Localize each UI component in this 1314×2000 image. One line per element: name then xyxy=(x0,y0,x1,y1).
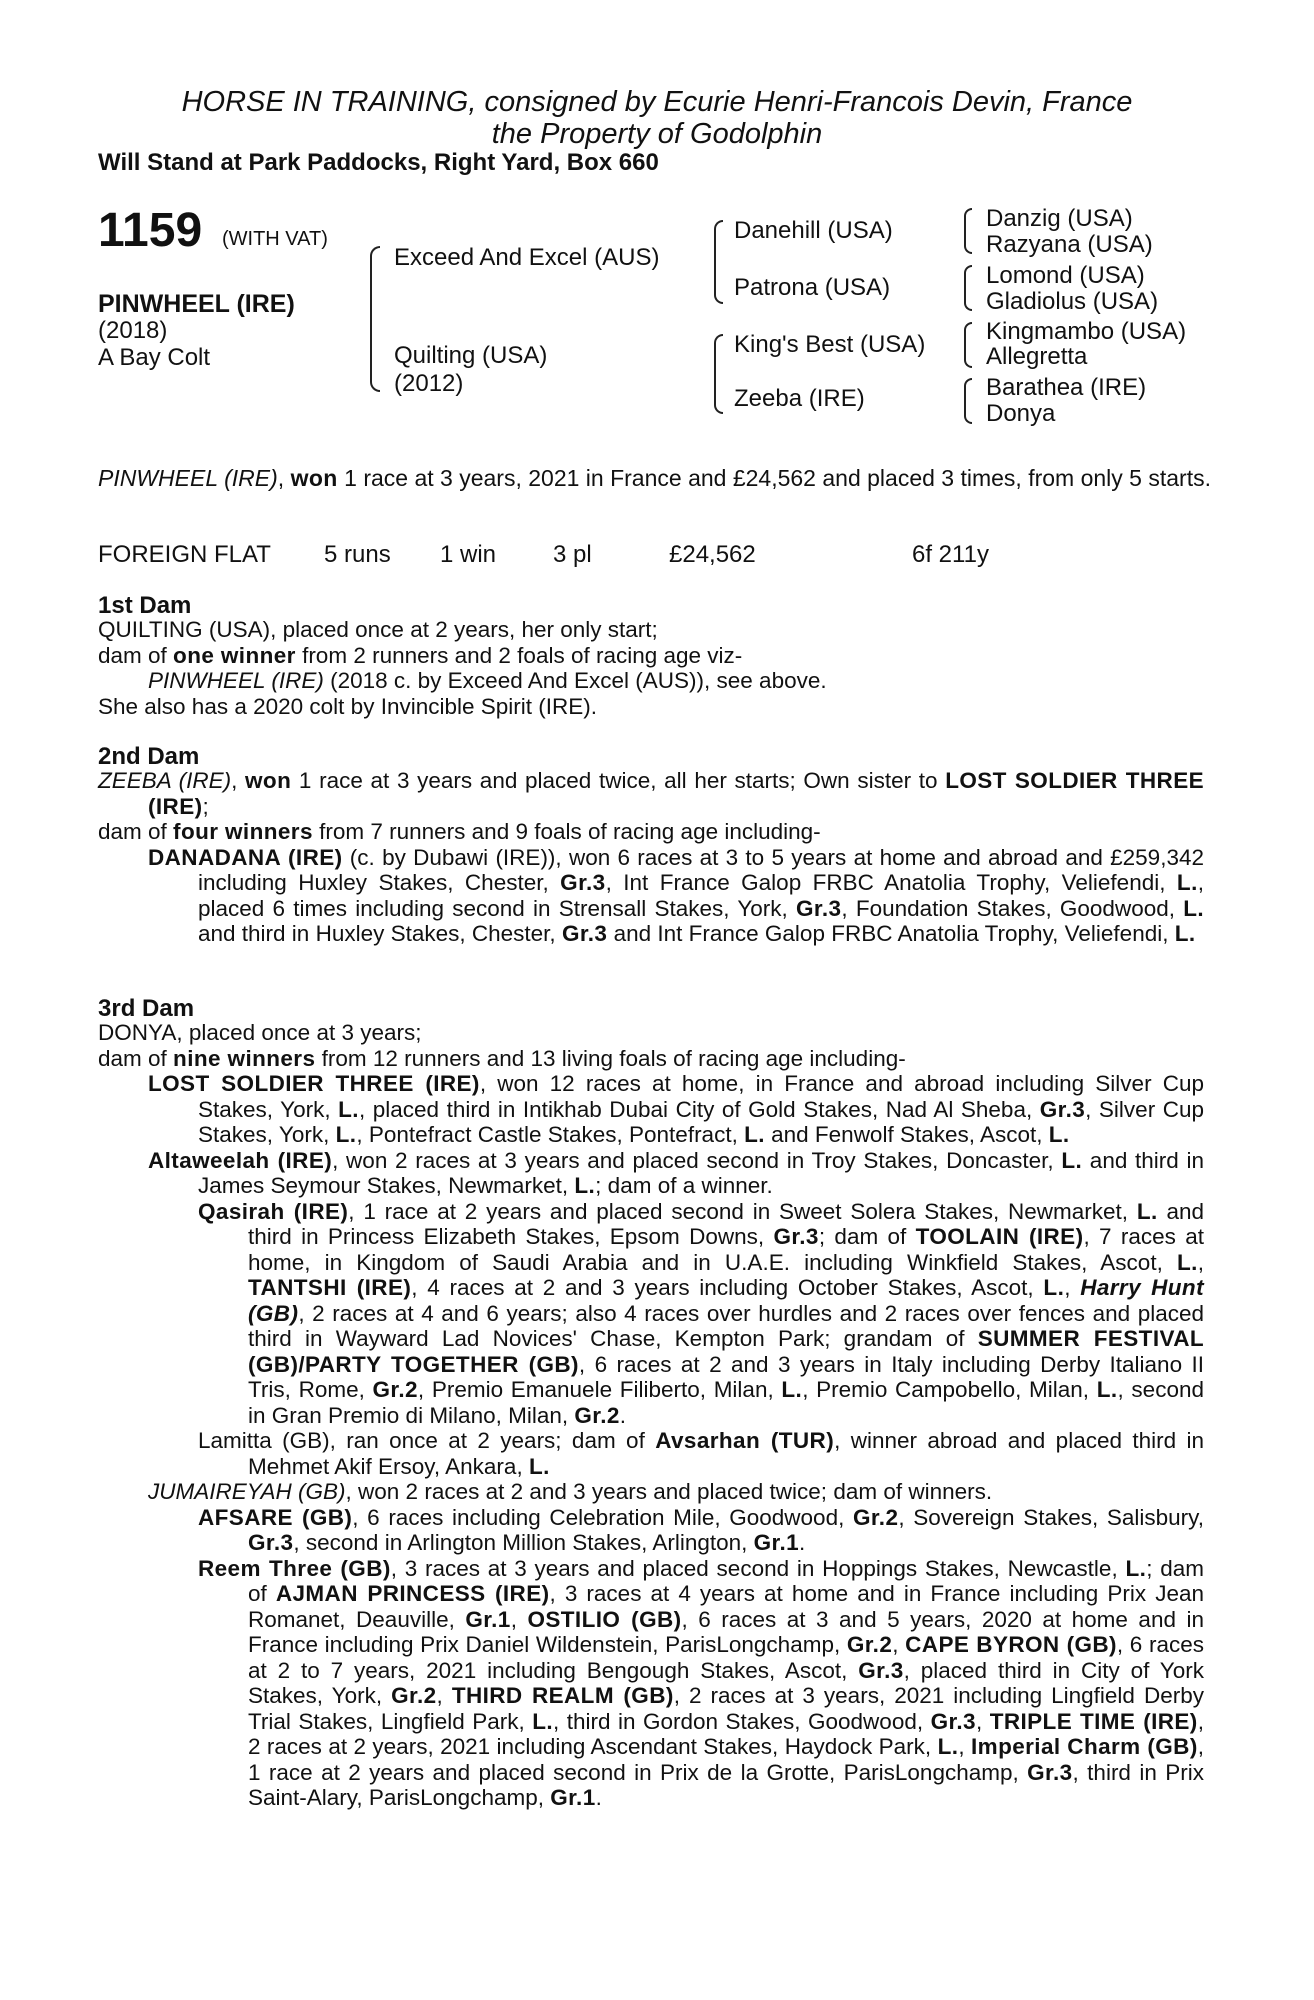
horse-name: PINWHEEL (IRE) xyxy=(98,290,295,318)
vat-note: (WITH VAT) xyxy=(222,228,328,250)
form-placed: 3 pl xyxy=(553,541,592,568)
second-dam-para2: dam of four winners from 7 runners and 9 foals of racing age including- xyxy=(98,819,821,844)
pedigree-ddd: Donya xyxy=(986,400,1056,427)
second-dam-danadana: DANADANA (IRE) (c. by Dubawi (IRE)), won 6 races at 3 to 5 years at home and abroad and £259,342 including Huxley Stakes, Chester, Gr.3, Int France Galop FRBC Anatolia Trophy, Veliefendi, L., placed 6 times including second in Strensall Stakes, York, Gr.3, Foundation Stakes, Goodwood, L. and third in Huxley Stakes, Chester, Gr.3 and Int France Galop FRBC Anatolia Trophy, Veliefendi, L. xyxy=(148,844,1204,946)
form-label: FOREIGN FLAT xyxy=(98,541,271,568)
lot-number: 1159 xyxy=(98,204,203,257)
third-dam-afsare: AFSARE (GB), 6 races including Celebration Mile, Goodwood, Gr.2, Sovereign Stakes, Salisbury, Gr.3, second in Arlington Million Stakes, Arlington, Gr.1. xyxy=(198,1504,1204,1555)
pedigree-dss: Kingmambo (USA) xyxy=(986,318,1187,345)
pedigree-brace-4 xyxy=(964,378,972,424)
pedigree-ssd: Razyana (USA) xyxy=(986,231,1153,258)
third-dam-section xyxy=(98,1020,1204,1811)
pedigree-dam-dam: Zeeba (IRE) xyxy=(734,385,865,412)
summary-text: 1 race at 3 years, 2021 in France and £24,562 and placed 3 times, from only 5 starts. xyxy=(344,465,1211,491)
third-dam-altaweelah: Altaweelah (IRE), won 2 races at 3 years and placed second in Troy Stakes, Doncaster, L. and third in James Seymour Stakes, Newmarket, L.; dam of a winner. xyxy=(148,1147,1205,1198)
third-dam-lost-soldier: LOST SOLDIER THREE (IRE), won 12 races at home, in France and abroad including Silver Cup Stakes, York, L., placed third in Intikhab Dubai City of Gold Stakes, Nad Al Sheba, Gr.3, Silver Cup Stakes, York, L., Pontefract Castle Stakes, Pontefract, L. and Fenwolf Stakes, Ascot, L. xyxy=(148,1071,1204,1147)
pedigree-sdd: Gladiolus (USA) xyxy=(986,288,1159,315)
third-dam-para2: dam of nine winners from 12 runners and 13 living foals of racing age including- xyxy=(98,1045,906,1071)
third-dam-jumaireyah: JUMAIREYAH (GB), won 2 races at 2 and 3 years and placed twice; dam of winners. xyxy=(148,1479,993,1504)
race-summary: PINWHEEL (IRE), won 1 race at 3 years, 2021 in France and £24,562 and placed 3 times, from only 5 starts. xyxy=(98,465,1211,491)
horse-year: (2018) xyxy=(98,317,168,344)
summary-won: won xyxy=(290,465,338,491)
horse-description: A Bay Colt xyxy=(98,344,211,371)
first-dam-line1: QUILTING (USA), placed once at 2 years, her only start; xyxy=(98,617,658,642)
pedigree-dam: Quilting (USA) xyxy=(394,342,548,369)
form-earnings: £24,562 xyxy=(669,541,756,568)
pedigree-sss: Danzig (USA) xyxy=(986,205,1133,232)
third-dam-lamitta: Lamitta (GB), ran once at 2 years; dam of Avsarhan (TUR), winner abroad and placed third in Mehmet Akif Ersoy, Ankara, L. xyxy=(198,1428,1204,1479)
first-dam-line2: dam of one winner from 2 runners and 2 foals of racing age viz- xyxy=(98,642,743,668)
pedigree-dsd: Allegretta xyxy=(986,343,1088,370)
second-dam-para1: ZEEBA (IRE), won 1 race at 3 years and placed twice, all her starts; Own sister to LOST SOLDIER THREE (IRE); xyxy=(98,768,1205,819)
first-dam-line4: She also has a 2020 colt by Invincible Spirit (IRE). xyxy=(98,693,597,719)
first-dam-section xyxy=(98,617,1204,719)
pedigree-dam-year: (2012) xyxy=(394,370,464,397)
pedigree-sds: Lomond (USA) xyxy=(986,262,1145,289)
pedigree-brace-gen1 xyxy=(370,246,380,392)
form-wins: 1 win xyxy=(440,541,497,568)
third-dam-qasirah: Qasirah (IRE), 1 race at 2 years and placed second in Sweet Solera Stakes, Newmarket, L. and third in Princess Elizabeth Stakes, Epsom Downs, Gr.3; dam of TOOLAIN (IRE), 7 races at home, in Kingdom of Saudi Arabia and in U.A.E. including Winkfield Stakes, Ascot, L., TANTSHI (IRE), 4 races at 2 and 3 years including October Stakes, Ascot, L., Harry Hunt (GB), 2 races at 4 and 6 years; also 4 races over hurdles and 2 races over fences and placed third in Wayward Lad Novices' Chase, Kempton Park; grandam of SUMMER FESTIVAL (GB)/PARTY TOGETHER (GB), 6 races at 2 and 3 years in Italy including Derby Italiano II Tris, Rome, Gr.2, Premio Emanuele Filiberto, Milan, L., Premio Campobello, Milan, L., second in Gran Premio di Milano, Milan, Gr.2. xyxy=(198,1198,1205,1428)
second-dam-section xyxy=(98,768,1204,947)
third-dam-para1: DONYA, placed once at 3 years; xyxy=(98,1020,422,1045)
pedigree-dam-sire: King's Best (USA) xyxy=(734,331,926,358)
pedigree-sire-dam: Patrona (USA) xyxy=(734,274,891,301)
pedigree-dds: Barathea (IRE) xyxy=(986,374,1147,401)
property-line: the Property of Godolphin xyxy=(491,118,823,150)
pedigree-brace-sire xyxy=(714,220,723,304)
consignor-line: HORSE IN TRAINING, consigned by Ecurie Henri-Francois Devin, France xyxy=(181,86,1133,118)
form-runs: 5 runs xyxy=(324,541,391,568)
pedigree-sire: Exceed And Excel (AUS) xyxy=(394,244,660,271)
third-dam-heading: 3rd Dam xyxy=(98,995,195,1022)
third-dam-reem-three: Reem Three (GB), 3 races at 3 years and placed second in Hoppings Stakes, Newcastle, L.; dam of AJMAN PRINCESS (IRE), 3 races at 4 years at home and in France including Prix Jean Romanet, Deauville, Gr.1, OSTILIO (GB), 6 races at 3 and 5 years, 2020 at home and in France including Prix Daniel Wildenstein, ParisLongchamp, Gr.2, CAPE BYRON (GB), 6 races at 2 to 7 years, 2021 including Bengough Stakes, Ascot, Gr.3, placed third in City of York Stakes, York, Gr.2, THIRD REALM (GB), 2 races at 3 years, 2021 including Lingfield Derby Trial Stakes, Lingfield Park, L., third in Gordon Stakes, Goodwood, Gr.3, TRIPLE TIME (IRE), 2 races at 2 years, 2021 including Ascendant Stakes, Haydock Park, L., Imperial Charm (GB), 1 race at 2 years and placed second in Prix de la Grotte, ParisLongchamp, Gr.3, third in Prix Saint-Alary, ParisLongchamp, Gr.1. xyxy=(198,1555,1204,1810)
pedigree-brace-dam xyxy=(714,334,723,414)
summary-horse-name: PINWHEEL (IRE) xyxy=(98,465,278,491)
form-distance: 6f 211y xyxy=(912,541,989,568)
first-dam-heading: 1st Dam xyxy=(98,592,192,619)
pedigree-brace-1 xyxy=(964,208,972,254)
pedigree-sire-sire: Danehill (USA) xyxy=(734,217,893,244)
stand-location: Will Stand at Park Paddocks, Right Yard, Box 660 xyxy=(98,149,659,176)
pedigree-brace-2 xyxy=(964,265,972,311)
first-dam-line3: PINWHEEL (IRE) (2018 c. by Exceed And Excel (AUS)), see above. xyxy=(148,668,827,693)
second-dam-heading: 2nd Dam xyxy=(98,743,200,770)
pedigree-brace-3 xyxy=(964,322,972,368)
